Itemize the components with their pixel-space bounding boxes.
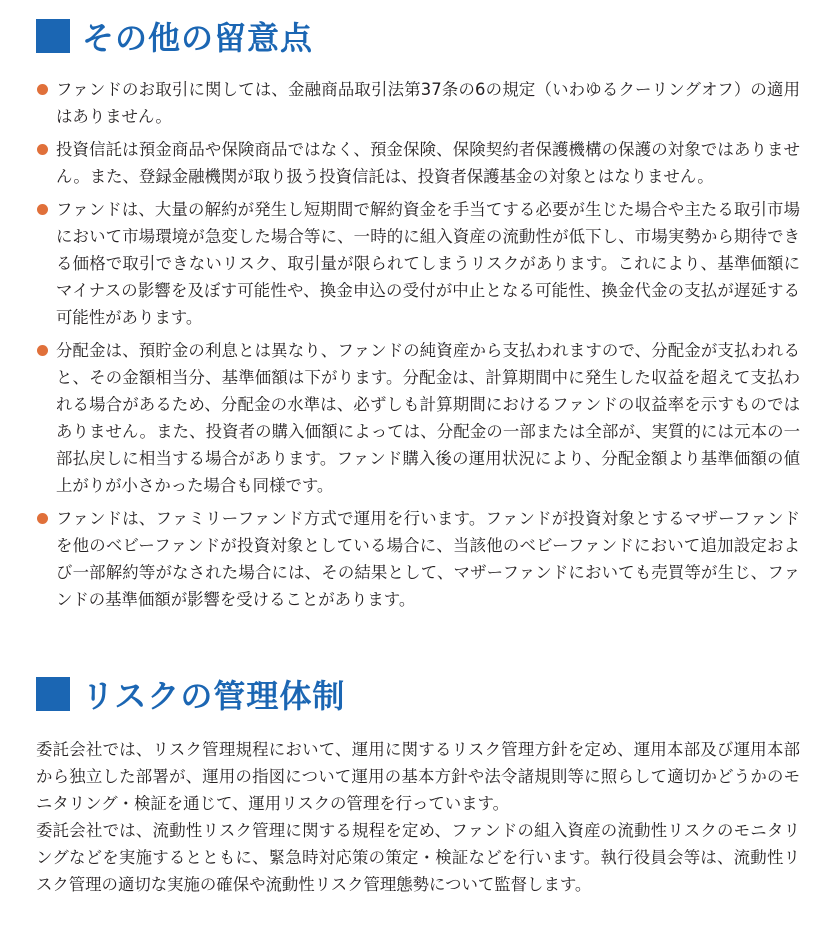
bullet-dot-icon [37, 84, 48, 95]
bullet-dot-icon [37, 144, 48, 155]
list-item-text: ファンドは、ファミリーファンド方式で運用を行います。ファンドが投資対象とするマザーファンドを他のベビーファンドが投資対象としている場合に、当該他のベビーファンドにおいて追加設定および一部解約等がなされた場合には、その結果として、マザーファンドにおいても売買等が生じ、ファンドの基準価額が影響を受けることがあります。 [56, 509, 800, 609]
list-item [36, 505, 800, 613]
list-item [36, 76, 800, 130]
list-item [36, 136, 800, 190]
list-item-text: 投資信託は預金商品や保険商品ではなく、預金保険、保険契約者保護機構の保護の対象ではありません。また、登録金融機関が取り扱う投資信託は、投資者保護基金の対象とはなりません。 [56, 140, 800, 186]
list-item [36, 196, 800, 331]
paragraph: 委託会社では、リスク管理規程において、運用に関するリスク管理方針を定め、運用本部及び運用本部から独立した部署が、運用の指図について運用の基本方針や法令諸規則等に照らして適切かどうかのモニタリング・検証を通じて、運用リスクの管理を行っています。 [36, 740, 800, 813]
list-item-text: 分配金は、預貯金の利息とは異なり、ファンドの純資産から支払われますので、分配金が支払われると、その金額相当分、基準価額は下がります。分配金は、計算期間中に発生した収益を超えて支払われる場合があるため、分配金の水準は、必ずしも計算期間におけるファンドの収益率を示すものではありません。また、投資者の購入価額によっては、分配金の一部または全部が、実質的には元本の一部払戻しに相当する場合があります。ファンド購入後の運用状況により、分配金額より基準価額の値上がりが小さかった場合も同様です。 [56, 341, 800, 495]
risk-management-body [36, 736, 800, 898]
section-title: その他の留意点 [82, 19, 314, 57]
section-title: リスクの管理体制 [82, 677, 346, 715]
section-heading-risk-management [36, 672, 345, 716]
bullet-dot-icon [37, 345, 48, 356]
paragraph: 委託会社では、流動性リスク管理に関する規程を定め、ファンドの組入資産の流動性リスクのモニタリングなどを実施するとともに、緊急時対応策の策定・検証などを行います。執行役員会等は、流動性リスク管理の適切な実施の確保や流動性リスク管理態勢について監督します。 [36, 821, 800, 894]
heading-square-icon [36, 677, 70, 711]
notes-list [36, 76, 800, 619]
heading-square-icon [36, 19, 70, 53]
list-item [36, 337, 800, 499]
bullet-dot-icon [37, 513, 48, 524]
list-item-text: ファンドは、大量の解約が発生し短期間で解約資金を手当てする必要が生じた場合や主たる取引市場において市場環境が急変した場合等に、一時的に組入資産の流動性が低下し、市場実勢から期待できる価格で取引できないリスク、取引量が限られてしまうリスクがあります。これにより、基準価額にマイナスの影響を及ぼす可能性や、換金申込の受付が中止となる可能性、換金代金の支払が遅延する可能性があります。 [56, 200, 800, 327]
section-heading-other-notes [36, 14, 313, 58]
bullet-dot-icon [37, 204, 48, 215]
list-item-text: ファンドのお取引に関しては、金融商品取引法第37条の6の規定（いわゆるクーリングオフ）の適用はありません。 [56, 80, 800, 126]
